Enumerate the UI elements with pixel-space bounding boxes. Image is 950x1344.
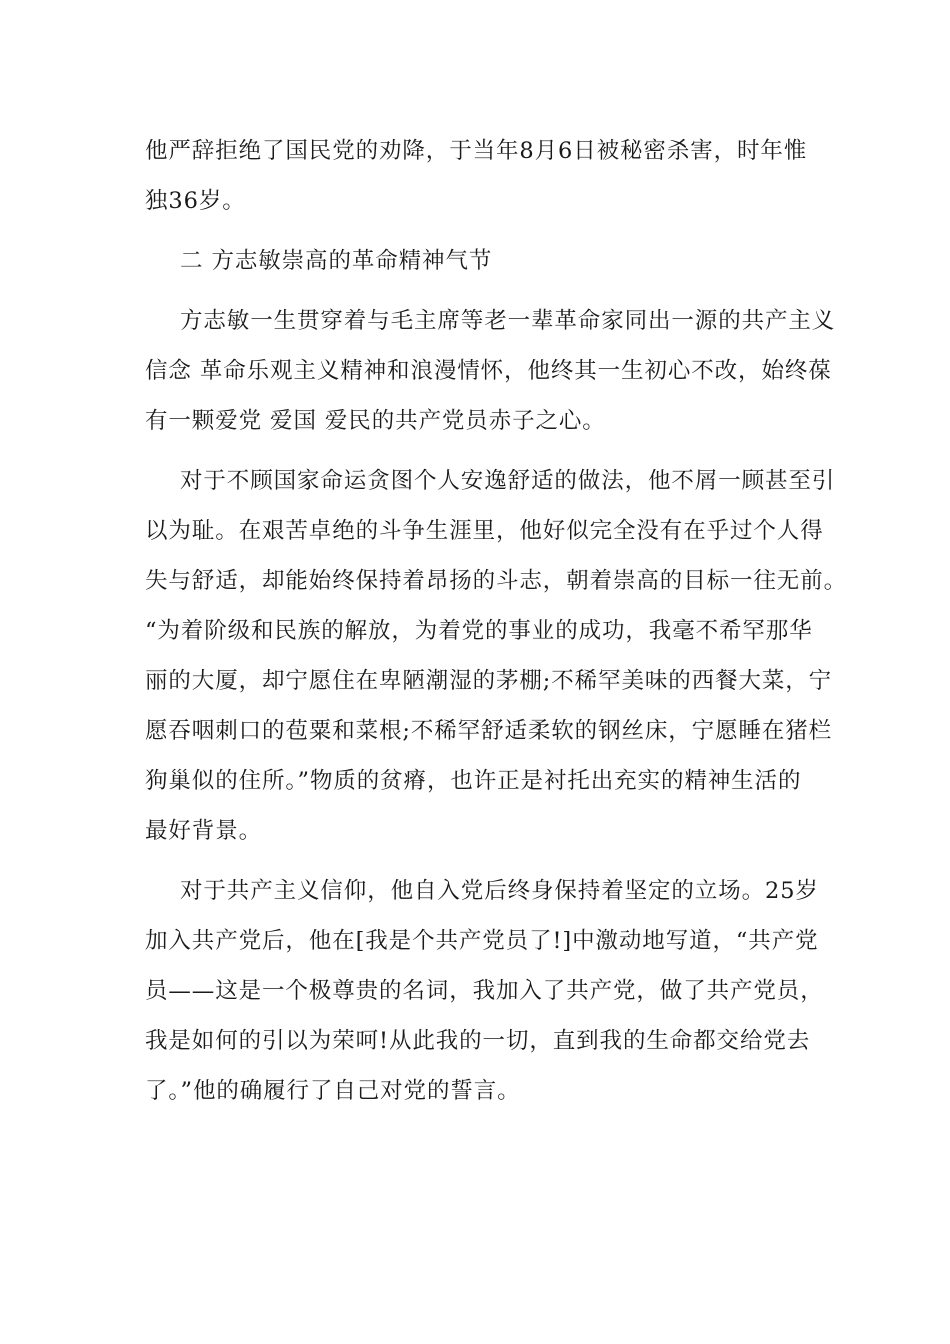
text-line: 对于共产主义信仰，他自入党后终身保持着坚定的立场。25岁 (180, 878, 819, 904)
section-heading: 二 方志敏崇高的革命精神气节 (180, 248, 493, 274)
text-line: 信念 革命乐观主义精神和浪漫情怀，他终其一生初心不改，始终葆 (145, 358, 832, 384)
text-line: 员——这是一个极尊贵的名词，我加入了共产党，做了共产党员， (145, 978, 824, 1004)
text-line: 有一颗爱党 爱国 爱民的共产党员赤子之心。 (145, 408, 606, 434)
text-line: 独36岁。 (145, 188, 246, 214)
text-line: 加入共产党后，他在[我是个共产党员了!]中激动地写道，“共产党 (145, 928, 819, 954)
text-line: 愿吞咽刺口的苞粟和菜根;不稀罕舒适柔软的钢丝床，宁愿睡在猪栏 (145, 718, 833, 744)
text-line: 他严辞拒绝了国民党的劝降，于当年8月6日被秘密杀害，时年惟 (145, 138, 808, 164)
text-line: 狗巢似的住所。”物质的贫瘠，也许正是衬托出充实的精神生活的 (145, 768, 802, 794)
text-line: 最好背景。 (145, 818, 263, 844)
text-line: 丽的大厦，却宁愿住在卑陋潮湿的茅棚;不稀罕美味的西餐大菜，宁 (145, 668, 833, 694)
text-line: 了。”他的确履行了自己对党的誓言。 (145, 1078, 521, 1104)
text-line: 以为耻。在艰苦卓绝的斗争生涯里，他好似完全没有在乎过个人得 (145, 518, 824, 544)
text-line: “为着阶级和民族的解放，为着党的事业的成功，我毫不希罕那华 (145, 618, 813, 644)
text-line: 方志敏一生贯穿着与毛主席等老一辈革命家同出一源的共产主义 (180, 308, 836, 334)
text-line: 我是如何的引以为荣呵!从此我的一切，直到我的生命都交给党去 (145, 1028, 811, 1054)
text-line: 对于不顾国家命运贪图个人安逸舒适的做法，他不屑一顾甚至引 (180, 468, 836, 494)
text-line: 失与舒适，却能始终保持着昂扬的斗志，朝着崇高的目标一往无前。 (145, 568, 848, 594)
